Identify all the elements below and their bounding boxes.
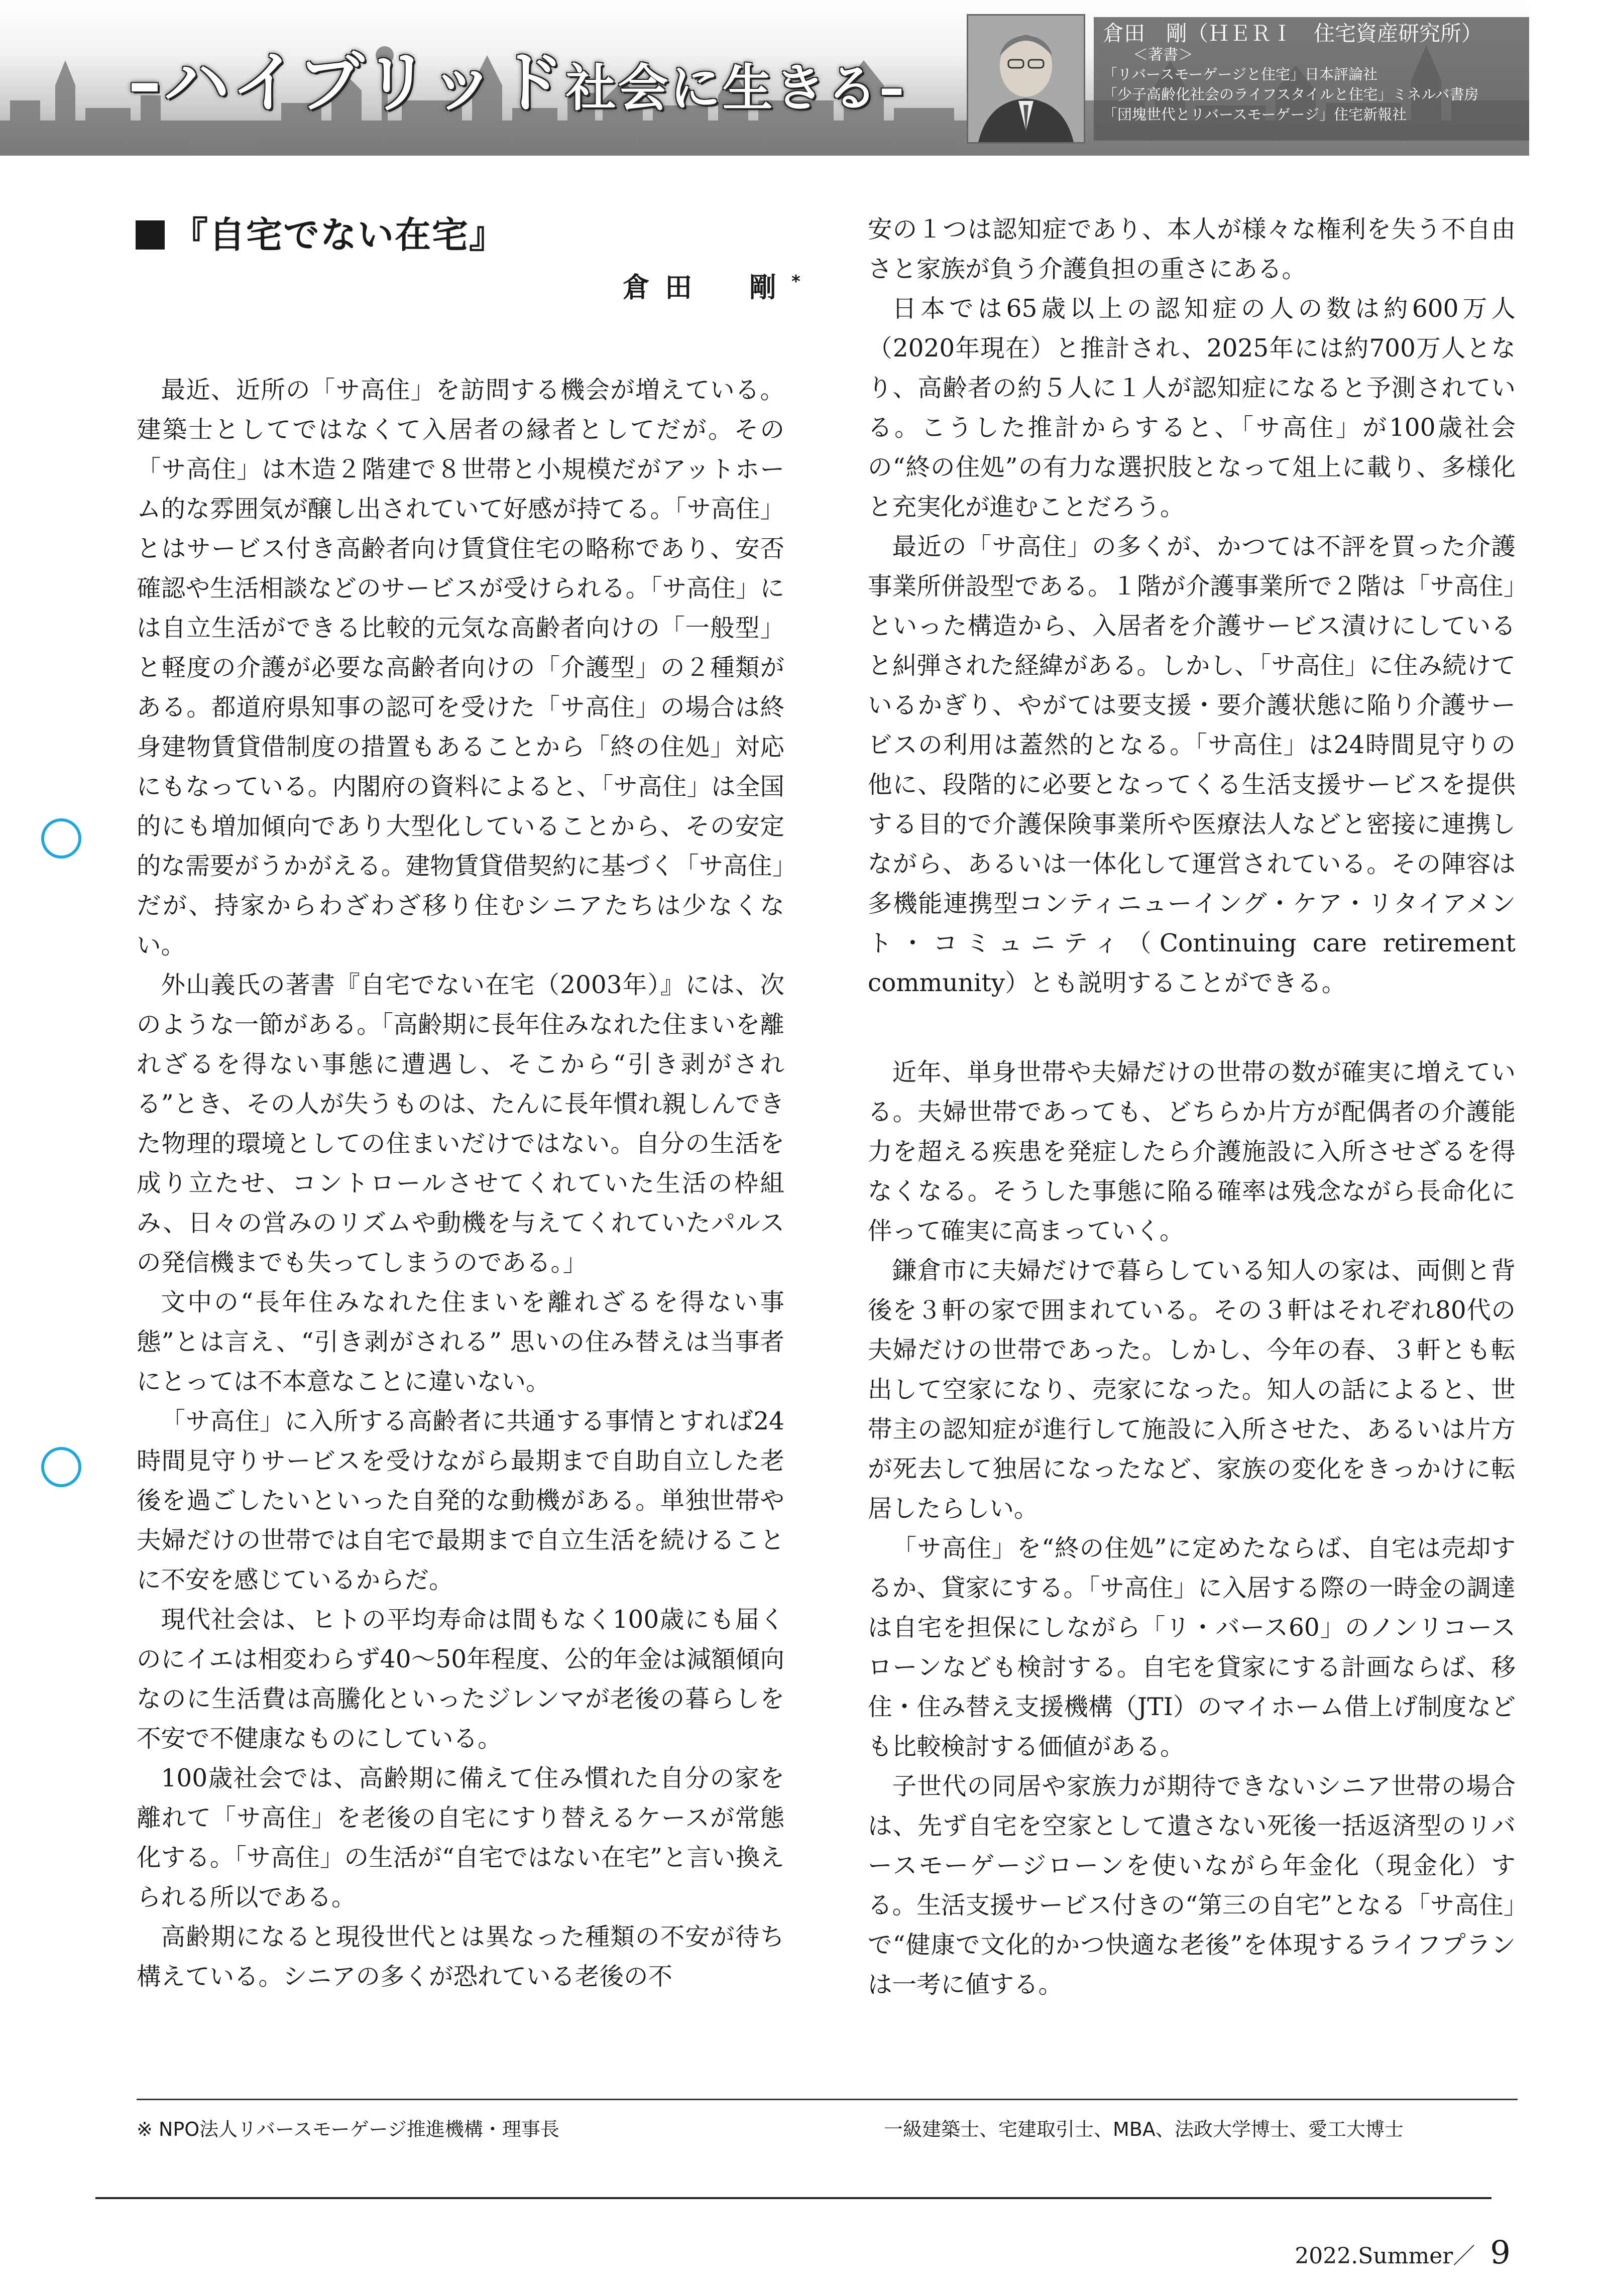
paragraph: 外山義氏の著書『自宅でない在宅（2003年）』には、次のような一節がある。「高齢期に長年住みなれた住まいを離れざるを得ない事態に遭遇し、そこから“引き剥がされる”とき、その人が失うものは、たんに長年慣れ親しんできた物理的環境としての住まいだけではない。自分の生活を成り立たせ、コントロールさせてくれていた生活の枠組み、日々の営みのリズムや動機を与えてくれていたパルスの発信機までも失ってしまうのである。」 xyxy=(137,971,784,1277)
binding-hole-circle-icon xyxy=(41,1447,81,1487)
article-author: 倉田 剛* xyxy=(623,272,800,303)
square-bullet-icon xyxy=(136,220,165,250)
book-title: 「少子高齢化社会のライフスタイルと住宅」ミネルバ書房 xyxy=(1103,86,1479,103)
paragraph: 子世代の同居や家族力が期待できないシニア世帯の場合は、先ず自宅を空家として遺さない死後一括返済型のリバースモーゲージローンを使いながら年金化（現金化）する。生活支援サービス付きの“第三の自宅”となる「サ高住」で“健康で文化的かつ快適な老後”を体現するライフプランは一考に値する。 xyxy=(868,1772,1516,1999)
paragraph: 文中の“長年住みなれた住まいを離れざるを得ない事態”とは言え、“引き剥がされる” 思いの住み替えは当事者にとっては不本意なことに違いない。 xyxy=(137,1288,784,1396)
paragraph: 「サ高住」に入所する高齢者に共通する事情とすれば24時間見守りサービスを受けながら最期まで自助自立した老後を過ごしたいといった自発的な動機がある。単独世帯や夫婦だけの世帯では自宅で最期まで自立生活を続けることに不安を感じているからだ。 xyxy=(137,1407,784,1594)
article-column-right xyxy=(868,210,1516,2005)
paragraph: 「サ高住」を“終の住処”に定めたならば、自宅は売却するか、貸家にする。「サ高住」に入居する際の一時金の調達は自宅を担保にしながら「リ・バース60」のノンリコースローンなども検討する。自宅を貸家にする計画ならば、移住・住み替え支援機構（JTI）のマイホーム借上げ制度なども比較検討する価値がある。 xyxy=(868,1534,1516,1761)
series-title: –ハイブリッド社会に生きる– xyxy=(128,44,906,122)
author-info-box xyxy=(1094,17,1529,141)
article-title: 『自宅でない在宅』 xyxy=(136,206,506,258)
paragraph: 最近、近所の「サ高住」を訪問する機会が増えている。建築士としてではなくて入居者の縁者としてだが。その「サ高住」は木造２階建で８世帯と小規模だがアットホーム的な雰囲気が醸し出されていて好感が持てる。「サ高住」とはサービス付き高齢者向け賃貸住宅の略称であり、安否確認や生活相談などのサービスが受けられる。「サ高住」には自立生活ができる比較的元気な高齢者向けの「一般型」と軽度の介護が必要な高齢者向けの「介護型」の２種類がある。都道府県知事の認可を受けた「サ高住」の場合は終身建物賃貸借制度の措置もあることから「終の住処」対応にもなっている。内閣府の資料によると、「サ高住」は全国的にも増加傾向であり大型化していることから、その安定的な需要がうかがえる。建物賃貸借契約に基づく「サ高住」だが、持家からわざわざ移り住むシニアたちは少なくない。 xyxy=(137,376,784,959)
article-column-left xyxy=(137,371,784,1997)
books-label: ＜著書＞ xyxy=(1133,46,1193,64)
footer-divider xyxy=(95,2197,1491,2199)
book-title: 「リバースモーゲージと住宅」日本評論社 xyxy=(1103,66,1377,83)
header-banner xyxy=(0,0,1529,156)
paragraph: 高齢期になると現役世代とは異なった種類の不安が待ち構えている。シニアの多くが恐れている老後の不 xyxy=(137,1923,784,1991)
paragraph: 安の１つは認知症であり、本人が様々な権利を失う不自由さと家族が負う介護負担の重さにある。 xyxy=(868,215,1516,283)
book-title: 「団塊世代とリバースモーゲージ」住宅新報社 xyxy=(1103,106,1407,123)
binding-hole-circle-icon xyxy=(41,818,81,859)
page-footer xyxy=(1295,2234,1511,2271)
author-photo xyxy=(967,14,1085,144)
author-affiliation: 倉田 剛（ＨＥＲＩ 住宅資産研究所） xyxy=(1103,21,1483,46)
footnote-divider xyxy=(137,2099,1518,2100)
paragraph: 現代社会は、ヒトの平均寿命は間もなく100歳にも届くのにイエは相変わらず40〜50年程度、公的年金は減額傾向なのに生活費は高騰化といったジレンマが老後の暮らしを不安で不健康なものにしている。 xyxy=(137,1606,784,1753)
issue-label: 2022.Summer／ xyxy=(1295,2243,1475,2269)
paragraph: 最近の「サ高住」の多くが、かつては不評を買った介護事業所併設型である。１階が介護事業所で２階は「サ高住」といった構造から、入居者を介護サービス漬けにしていると糾弾された経緯がある。しかし、「サ高住」に住み続けているかぎり、やがては要支援・要介護状態に陥り介護サービスの利用は蓋然的となる。「サ高住」は24時間見守りの他に、段階的に必要となってくる生活支援サービスを提供する目的で介護保険事業所や医療法人などと密接に連携しながら、あるいは一体化して運営されている。その陣容は多機能連携型コンティニューイング・ケア・リタイアメント・コミュニティ（Continuing care retirement community）とも説明することができる。 xyxy=(868,533,1516,997)
footnote-credentials: 一級建築士、宅建取引士、MBA、法政大学博士、愛工大博士 xyxy=(884,2118,1404,2140)
paragraph: 100歳社会では、高齢期に備えて住み慣れた自分の家を離れて「サ高住」を老後の自宅にすり替えるケースが常態化する。「サ高住」の生活が“自宅ではない在宅”と言い換えられる所以である。 xyxy=(137,1764,784,1911)
paragraph: 近年、単身世帯や夫婦だけの世帯の数が確実に増えている。夫婦世帯であっても、どちらか片方が配偶者の介護能力を超える疾患を発症したら介護施設に入所させざるを得なくなる。そうした事態に陥る確率は残念ながら長命化に伴って確実に高まっていく。 xyxy=(868,1058,1516,1245)
footnote-affiliation: ※ NPO法人リバースモーゲージ推進機構・理事長 xyxy=(137,2118,559,2140)
section-break xyxy=(868,1003,1516,1053)
paragraph: 鎌倉市に夫婦だけで暮らしている知人の家は、両側と背後を３軒の家で囲まれている。その３軒はそれぞれ80代の夫婦だけの世帯であった。しかし、今年の春、３軒とも転出して空家になり、売家になった。知人の話によると、世帯主の認知症が進行して施設に入所させた、あるいは片方が死去して独居になったなど、家族の変化をきっかけに転居したらしい。 xyxy=(868,1257,1516,1523)
page-number: 9 xyxy=(1490,2234,1511,2271)
paragraph: 日本では65歳以上の認知症の人の数は約600万人（2020年現在）と推計され、2025年には約700万人となり、高齢者の約５人に１人が認知症になると予測されている。こうした推計からすると、「サ高住」が100歳社会の“終の住処”の有力な選択肢となって俎上に載り、多様化と充実化が進むことだろう。 xyxy=(868,295,1516,521)
